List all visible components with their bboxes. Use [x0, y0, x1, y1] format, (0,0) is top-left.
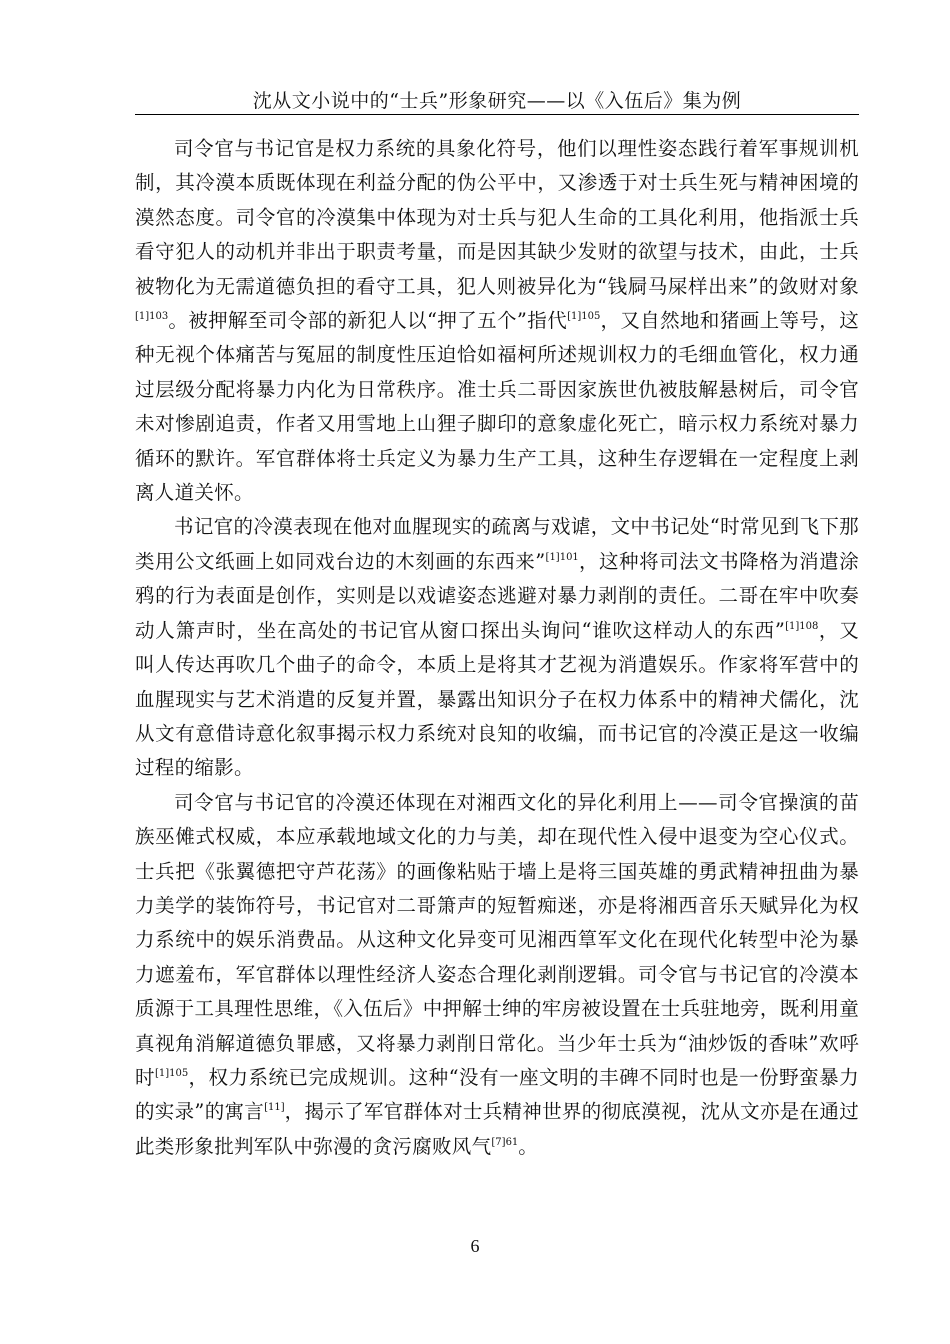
citation-mark: [1]108	[785, 620, 819, 632]
citation-mark: [7]61	[491, 1136, 519, 1148]
text-run: 司令官与书记官的冷漠还体现在对湘西文化的异化利用上——司令官操演的苗族巫傩式权威，本应承载地域文化的力与美，却在现代性入侵中退变为空心仪式。士兵把《张翼德把守芦花荡》的画像粘贴于墙上是将三国英雄的勇武精神扭曲为暴力美学的装饰符号，书记官对二哥箫声的短暂痴迷，亦是将湘西音乐天赋异化为权力系统中的娱乐消费品。从这种文化异变可见湘西筸军文化在现代化转型中沦为暴力遮羞布，军官群体以理性经济人姿态合理化剥削逻辑。司令官与书记官的冷漠本质源于工具理性思维，《入伍后》中押解士绅的牢房被设置在士兵驻地旁，既利用童真视角消解道德负罪感，又将暴力剥削日常化。当少年士兵为“油炒饭的香味”欢呼时	[135, 790, 859, 1089]
paragraph-1	[135, 132, 859, 510]
text-run: ，这种将司法文书降格为消遣涂鸦的行为表面是创作，实则是以戏谑姿态逃避对暴力剥削的责任。二哥在牢中吹奏动人箫声时，坐在高处的书记官从窗口探出头询问“谁吹这样动人的东西”	[135, 549, 859, 642]
citation-mark: [1]105	[567, 311, 601, 323]
paragraph-2	[135, 510, 859, 785]
text-run: ，又自然地和猪画上等号，这种无视个体痛苦与冤屈的制度性压迫恰如福柯所述规训权力的毛细血管化，权力通过层级分配将暴力内化为日常秩序。准士兵二哥因家族世仇被肢解悬树后，司令官未对惨剧追责，作者又用雪地上山狸子脚印的意象虚化死亡，暗示权力系统对暴力循环的默许。军官群体将士兵定义为暴力生产工具，这种生存逻辑在一定程度上剥离人道关怀。	[135, 309, 859, 505]
paragraph-3	[135, 786, 859, 1164]
citation-mark: [1]103	[135, 311, 169, 323]
citation-mark: [1]101	[545, 551, 579, 563]
text-run: 。被押解至司令部的新犯人以“押了五个”指代	[168, 309, 568, 333]
text-run: 。	[518, 1134, 539, 1158]
running-header: 沈从文小说中的“士兵”形象研究——以《入伍后》集为例	[252, 90, 742, 112]
page-number: 6	[470, 1236, 480, 1256]
citation-mark: [11]	[264, 1102, 285, 1114]
citation-mark: [1]105	[155, 1067, 189, 1079]
header-rule	[135, 114, 859, 115]
body-text	[135, 132, 859, 1164]
text-run: ，权力系统已完成规训。这种“没有一座文明的丰碑不同时也是一份野蛮暴力的实录”的寓言	[135, 1065, 859, 1124]
text-run: ，揭示了军官群体对士兵精神世界的彻底漠视，沈从文亦是在通过此类形象批判军队中弥漫的贪污腐败风气	[135, 1100, 859, 1158]
text-run: 书记官的冷漠表现在他对血腥现实的疏离与戏谑，文中书记处“时常见到飞下那类用公文纸画上如同戏台边的木刻画的东西来”	[135, 515, 859, 573]
text-run: ，又叫人传达再吹几个曲子的命令，本质上是将其才艺视为消遣娱乐。作家将军营中的血腥现实与艺术消遣的反复并置，暴露出知识分子在权力体系中的精神犬儒化，沈从文有意借诗意化叙事揭示权力系统对良知的收编，而书记官的冷漠正是这一收编过程的缩影。	[135, 618, 859, 780]
text-run: 司令官与书记官是权力系统的具象化符号，他们以理性姿态践行着军事规训机制，其冷漠本质既体现在利益分配的伪公平中，又渗透于对士兵生死与精神困境的漠然态度。司令官的冷漠集中体现为对士兵与犯人生命的工具化利用，他指派士兵看守犯人的动机并非出于职责考量，而是因其缺少发财的欲望与技术，由此，士兵被物化为无需道德负担的看守工具，犯人则被异化为“钱屙马屎样出来”的敛财对象	[135, 137, 859, 298]
